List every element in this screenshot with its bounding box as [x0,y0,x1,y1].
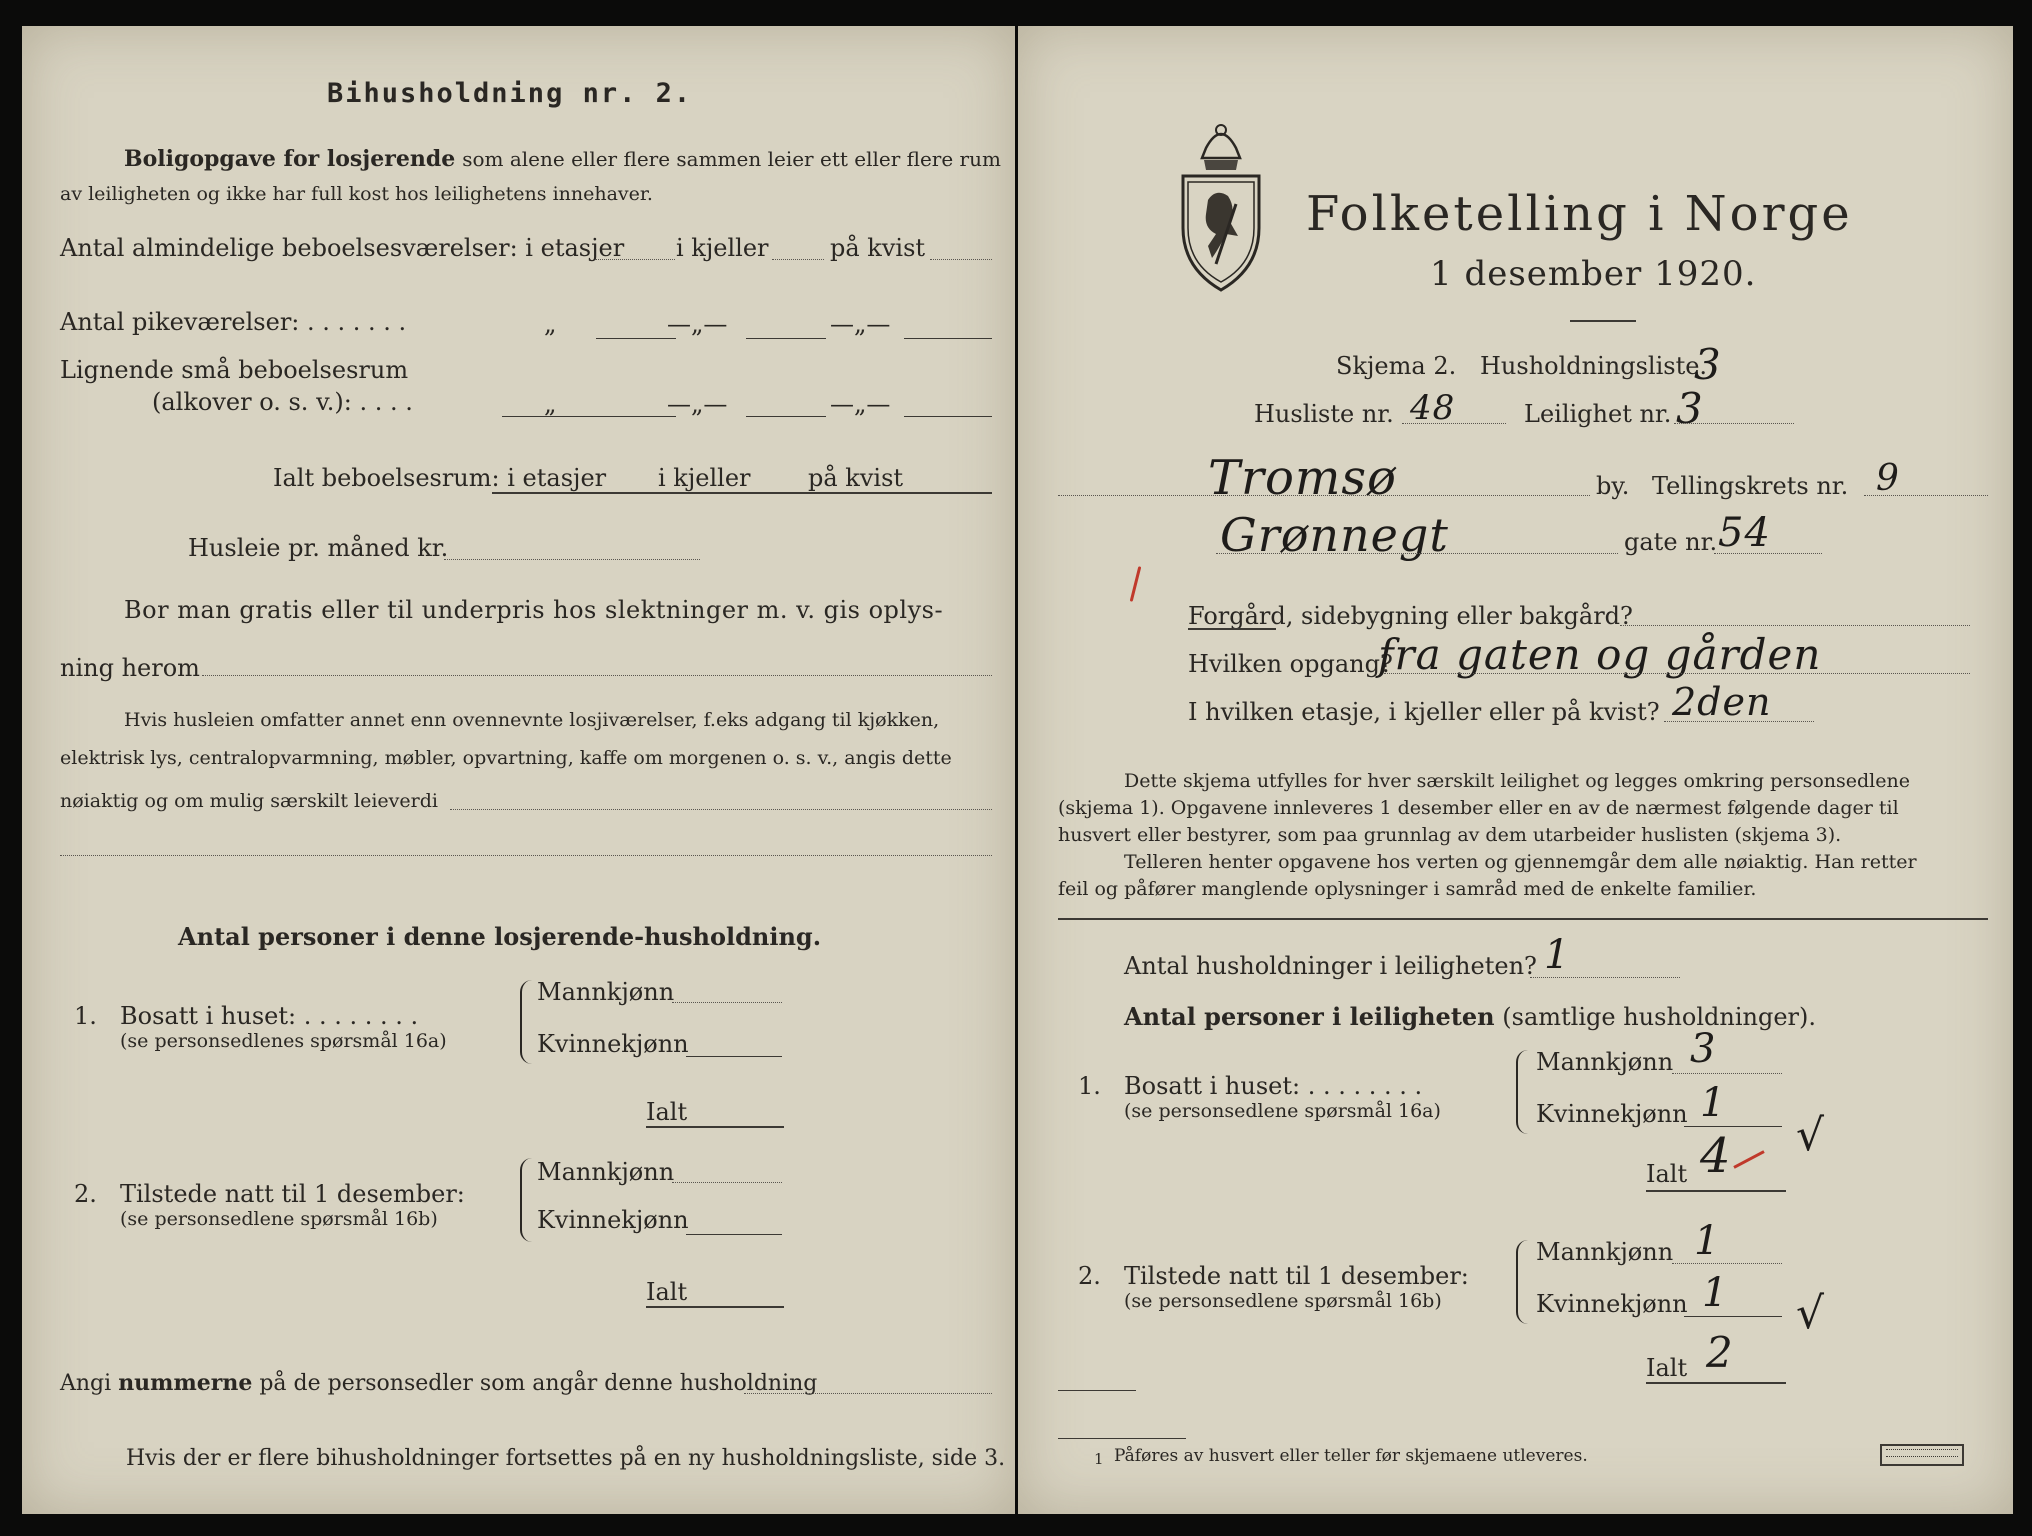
r-q1-ialt-value: 4 [1700,1128,1732,1184]
red-tick-mark [1733,1150,1764,1169]
antal-pike-label: Antal pikeværelser: . . . . . . . [60,308,407,336]
ditto-mark: —„— [667,390,728,418]
dette-line-1: Dette skjema utfylles for hver særskilt leilighet og legges omkring personsedlene [1124,770,1910,792]
forgard-label: Forgård, sidebygning eller bakgård? [1188,602,1633,630]
opgang-field[interactable] [1384,672,1970,674]
etasje-field[interactable] [1664,720,1814,722]
husliste-label: Husliste nr. [1254,400,1394,428]
footnote-dash [1058,1390,1136,1391]
q2-label: Tilstede natt til 1 desember: [120,1180,465,1208]
r-q2-sub: (se personsedlene spørsmål 16b) [1124,1290,1442,1312]
r-q2-brace [1516,1240,1528,1324]
r-q2-label: Tilstede natt til 1 desember: [1124,1262,1469,1290]
ning-herom-label: ning herom [60,654,200,682]
ditto-mark: —„— [830,310,891,338]
q2-ialt-field[interactable] [646,1306,784,1308]
title-divider [1570,320,1636,322]
dette-line-2: (skjema 1). Opgavene innleveres 1 desember eller en av de nærmest følgende dager til [1058,797,1899,819]
kjeller-label: i kjeller [676,234,769,262]
lignende-etasjer-field[interactable] [502,416,676,417]
census-date: 1 desember 1920. [1430,254,1757,294]
lignende-kvist-field[interactable] [904,416,992,417]
q2-ialt-label: Ialt [646,1278,688,1306]
gate-nr-field[interactable] [1714,552,1822,554]
by-label: by. [1596,472,1630,500]
ditto-mark: —„— [667,310,728,338]
intro-line-1: Boligopgave for losjerende som alene eller flere sammen leier ett eller flere rum [124,146,1001,172]
forgard-underline [1188,628,1276,630]
husleie-label: Husleie pr. måned kr. [188,534,449,562]
husholdningsliste-label: Husholdningsliste. [1480,352,1708,380]
kvist-field[interactable] [930,258,992,260]
pike-kjeller-field[interactable] [746,338,826,339]
r-q2-mann-value: 1 [1694,1218,1721,1264]
r-q2-mann-field[interactable] [1672,1262,1782,1264]
gate-field[interactable] [1216,552,1618,554]
husleie-field[interactable] [444,558,700,560]
etasje-value: 2den [1672,680,1772,724]
lignende-sub-label: (alkover o. s. v.): . . . . [152,388,413,416]
ialt-beb-rule [492,492,992,494]
antal-hush-value: 1 [1544,932,1571,978]
r-q2-kvinne-value: 1 [1702,1270,1729,1316]
r-q1-number: 1. [1078,1072,1101,1100]
r-q1-ialt-label: Ialt [1646,1160,1688,1188]
pike-kvist-field[interactable] [904,338,992,339]
printer-stamp [1880,1444,1964,1466]
leieverdi-field-2[interactable] [60,854,992,856]
angi-line: Angi nummerne på de personsedler som angår denne husholdning [60,1370,818,1396]
q2-mann-label: Mannkjønn [537,1158,675,1186]
right-title: Folketelling i Norge [1306,186,1853,242]
r-q1-kvinne-label: Kvinnekjønn [1536,1100,1688,1128]
q1-number: 1. [74,1002,97,1030]
opgang-label: Hvilken opgang? [1188,650,1393,678]
tellingskrets-field[interactable] [1864,494,1988,496]
footnote-divider [1058,1438,1186,1439]
q1-brace [520,980,532,1064]
hvis-line-3: nøiaktig og om mulig særskilt leieverdi [60,790,438,812]
ning-herom-field[interactable] [202,674,992,676]
footnote-text: Påføres av husvert eller teller før skjemaene utleveres. [1114,1446,1588,1466]
q1-kvinne-field[interactable] [686,1056,782,1057]
husliste-field[interactable] [1402,422,1506,424]
q1-mann-label: Mannkjønn [537,978,675,1006]
hvis-line-1: Hvis husleien omfatter annet enn ovennevnte losjiværelser, f.eks adgang til kjøkken, [124,709,940,731]
r-q2-kvinne-field[interactable] [1684,1316,1782,1317]
red-check-mark [1130,566,1142,602]
skjema-label: Skjema 2. [1336,352,1457,380]
teller-line-2: feil og påfører manglende oplysninger i samråd med de enkelte familier. [1058,878,1757,900]
r-q1-mann-label: Mannkjønn [1536,1048,1674,1076]
section-divider [1058,918,1988,920]
left-title: Bihusholdning nr. 2. [327,78,693,109]
r-q1-kvinne-value: 1 [1700,1080,1727,1126]
lignende-label: Lignende små beboelsesrum [60,356,409,384]
norwegian-coat-of-arms-icon [1178,118,1264,292]
r-q2-mann-label: Mannkjønn [1536,1238,1674,1266]
q2-number: 2. [74,1180,97,1208]
r-q2-ialt-field[interactable] [1646,1382,1786,1384]
q2-brace [520,1158,532,1242]
gate-label: gate nr. [1624,528,1718,556]
leilighet-field[interactable] [1674,422,1794,424]
ditto-mark: „ [544,390,557,418]
antal-hush-field[interactable] [1530,976,1680,978]
etasjer-field[interactable] [595,258,675,260]
hvis-line-2: elektrisk lys, centralopvarmning, møbler, opvartning, kaffe om morgenen o. s. v., angis dette [60,747,952,769]
r-q1-label: Bosatt i huset: . . . . . . . . [1124,1072,1423,1100]
r-q2-ialt-value: 2 [1706,1328,1734,1377]
footnote-mark: 1 [1094,1450,1104,1468]
r-q2-kvinne-label: Kvinnekjønn [1536,1290,1688,1318]
husliste-value: 48 [1410,388,1456,428]
q2-kvinne-field[interactable] [686,1234,782,1235]
check-mark-icon: √ [1796,1110,1826,1161]
kjeller-field[interactable] [772,258,824,260]
r-q1-brace [1516,1050,1528,1134]
r-q1-sub: (se personsedlene spørsmål 16a) [1124,1100,1441,1122]
antal-alm-label: Antal almindelige beboelsesværelser: i etasjer [60,234,625,262]
q1-ialt-label: Ialt [646,1098,688,1126]
teller-line-1: Telleren henter opgavene hos verten og gjennemgår dem alle nøiaktig. Han retter [1124,851,1917,873]
q2-kvinne-label: Kvinnekjønn [537,1206,689,1234]
by-field[interactable] [1058,494,1590,496]
antal-personer-heading: Antal personer i denne losjerende-husholdning. [178,922,822,951]
r-q1-kvinne-field[interactable] [1684,1126,1782,1127]
r-q1-ialt-field[interactable] [1646,1190,1786,1192]
forgard-field[interactable] [1620,624,1970,626]
q1-ialt-field[interactable] [646,1126,784,1128]
kvist-label: på kvist [830,234,926,262]
etasje-label: I hvilken etasje, i kjeller eller på kvist? [1188,698,1660,726]
q1-sub: (se personsedlenes spørsmål 16a) [120,1030,447,1052]
husholdningsliste-value: 3 [1694,340,1722,389]
q1-label: Bosatt i huset: . . . . . . . . [120,1002,419,1030]
r-q2-ialt-label: Ialt [1646,1354,1688,1382]
hvis-flere-note: Hvis der er flere bihusholdninger fortsettes på en ny husholdningsliste, side 3. [126,1446,1006,1471]
gate-value: Grønnegt [1220,508,1449,562]
leilighet-value: 3 [1676,384,1704,433]
q2-sub: (se personsedlene spørsmål 16b) [120,1208,438,1230]
opgang-value: fra gaten og gården [1378,630,1822,679]
dette-line-3: husvert eller bestyrer, som paa grunnlag av dem utarbeider huslisten (skjema 3). [1058,824,1842,846]
q2-mann-field[interactable] [672,1181,782,1183]
antal-hush-label: Antal husholdninger i leiligheten? [1124,952,1537,980]
kvist-label: på kvist [808,464,904,492]
gate-nr-value: 54 [1718,510,1771,556]
q1-mann-field[interactable] [672,1001,782,1003]
r-q1-mann-value: 3 [1690,1026,1717,1072]
leilighet-label: Leilighet nr. [1524,400,1672,428]
pike-etasjer-field[interactable] [596,338,676,339]
lignende-kjeller-field[interactable] [746,416,826,417]
r-q2-number: 2. [1078,1262,1101,1290]
q1-kvinne-label: Kvinnekjønn [537,1030,689,1058]
right-page [1018,26,2013,1514]
angi-field[interactable] [744,1392,992,1394]
intro-line-2: av leiligheten og ikke har full kost hos leilighetens innehaver. [60,183,653,205]
antal-pers-heading: Antal personer i leiligheten (samtlige husholdninger). [1124,1002,1817,1031]
tellingskrets-label: Tellingskrets nr. [1652,472,1849,500]
leieverdi-field[interactable] [450,808,992,810]
ditto-mark: „ [544,310,557,338]
by-value: Tromsø [1208,450,1397,506]
tellingskrets-value: 9 [1876,458,1900,499]
left-page [22,26,1015,1514]
ditto-mark: —„— [830,390,891,418]
ialt-beb-label: Ialt beboelsesrum: i etasjer [273,464,607,492]
bor-man-label: Bor man gratis eller til underpris hos slektninger m. v. gis oplys- [124,596,944,624]
check-mark-icon: √ [1796,1288,1826,1339]
r-q1-mann-field[interactable] [1672,1072,1782,1074]
kjeller-label: i kjeller [658,464,751,492]
